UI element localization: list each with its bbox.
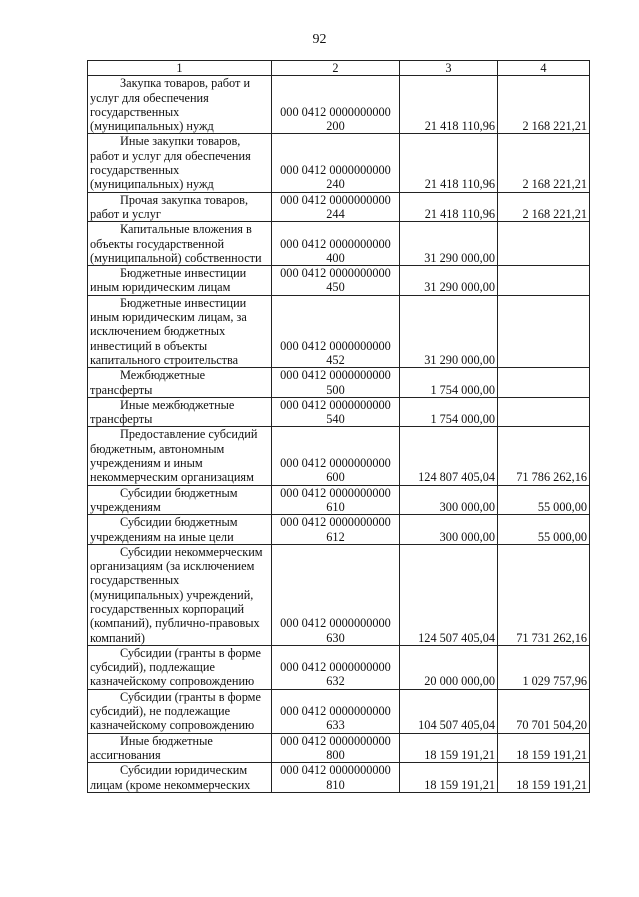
row-name: Субсидии некоммерческим организациям (за исключением государственных (муниципальных) учреждений, государственных корпораций (компаний), публично-правовых компаний) [90, 544, 263, 645]
row-col3-value: 1 754 000,00 [400, 397, 498, 427]
table-row [88, 76, 590, 134]
header-row [88, 61, 590, 76]
row-name-cell [88, 192, 272, 222]
row-name: Субсидии (гранты в форме субсидий), не подлежащие казначейскому сопровождению [90, 689, 261, 733]
table-row [88, 192, 590, 222]
row-name-cell [88, 266, 272, 296]
row-code: 000 0412 0000000000 [280, 192, 391, 207]
row-code-cell [272, 689, 400, 733]
row-col3-value: 300 000,00 [400, 485, 498, 515]
row-code: 000 0412 0000000000 [280, 338, 391, 353]
row-code-cell [272, 515, 400, 545]
row-subcode: 630 [326, 630, 345, 645]
row-code: 000 0412 0000000000 [280, 236, 391, 251]
column-header-3: 3 [400, 61, 498, 76]
row-col4-value: 2 168 221,21 [498, 192, 590, 222]
page-number: 92 [312, 32, 327, 47]
row-col4-value [498, 222, 590, 266]
row-col4-value: 2 168 221,21 [498, 76, 590, 134]
row-code: 000 0412 0000000000 [280, 104, 391, 119]
row-name: Субсидии (гранты в форме субсидий), подлежащие казначейскому сопровождению [90, 645, 261, 689]
row-col3-value: 21 418 110,96 [400, 76, 498, 134]
row-code-cell [272, 192, 400, 222]
row-code: 000 0412 0000000000 [280, 660, 391, 675]
row-name: Предоставление субсидий бюджетным, автономным учреждениям и иным некоммерческим организациям [90, 427, 258, 485]
row-code-cell [272, 763, 400, 793]
row-col3-value: 20 000 000,00 [400, 645, 498, 689]
table-row [88, 733, 590, 763]
row-col3-value: 104 507 405,04 [400, 689, 498, 733]
row-col4-value [498, 397, 590, 427]
row-col3-value: 31 290 000,00 [400, 266, 498, 296]
row-col3-value: 21 418 110,96 [400, 192, 498, 222]
row-name: Бюджетные инвестиции иным юридическим лицам [90, 266, 247, 295]
row-col4-value: 55 000,00 [498, 515, 590, 545]
row-subcode: 450 [326, 280, 345, 295]
row-subcode: 452 [326, 352, 345, 367]
table-row [88, 763, 590, 793]
row-name: Межбюджетные трансферты [90, 368, 206, 397]
row-name: Иные межбюджетные трансферты [90, 397, 235, 427]
row-name-cell [88, 222, 272, 266]
row-col3-value: 124 807 405,04 [400, 427, 498, 485]
row-col4-value [498, 295, 590, 367]
table-row [88, 689, 590, 733]
row-col4-value [498, 368, 590, 398]
row-subcode: 800 [326, 747, 345, 762]
table-row [88, 515, 590, 545]
row-col3-value: 124 507 405,04 [400, 544, 498, 645]
table-row [88, 485, 590, 515]
row-col4-value [498, 266, 590, 296]
row-subcode: 500 [326, 382, 345, 397]
row-name-cell [88, 689, 272, 733]
row-col4-value: 18 159 191,21 [498, 733, 590, 763]
table-body [88, 76, 590, 793]
row-subcode: 612 [326, 529, 345, 544]
row-code: 000 0412 0000000000 [280, 704, 391, 719]
row-subcode: 400 [326, 250, 345, 265]
row-code: 000 0412 0000000000 [280, 456, 391, 471]
row-name: Субсидии бюджетным учреждениям [90, 485, 238, 514]
row-col3-value: 300 000,00 [400, 515, 498, 545]
row-col3-value: 1 754 000,00 [400, 368, 498, 398]
row-col4-value: 18 159 191,21 [498, 763, 590, 793]
row-code-cell [272, 485, 400, 515]
row-code-cell [272, 368, 400, 398]
column-header-2: 2 [272, 61, 400, 76]
row-code-cell [272, 397, 400, 427]
row-col4-value: 71 786 262,16 [498, 427, 590, 485]
row-code: 000 0412 0000000000 [280, 485, 391, 500]
table-row [88, 368, 590, 398]
column-header-4: 4 [498, 61, 590, 76]
table-row [88, 295, 590, 367]
table-row [88, 397, 590, 427]
row-name-cell [88, 427, 272, 485]
row-col3-value: 18 159 191,21 [400, 733, 498, 763]
row-code-cell [272, 222, 400, 266]
row-subcode: 244 [326, 206, 345, 221]
row-name-cell [88, 763, 272, 793]
row-col4-value: 71 731 262,16 [498, 544, 590, 645]
row-name-cell [88, 485, 272, 515]
row-name: Бюджетные инвестиции иным юридическим лицам, за исключением бюджетных инвестиций в объекты капитального строительства [90, 295, 247, 367]
row-code: 000 0412 0000000000 [280, 397, 391, 412]
row-code-cell [272, 733, 400, 763]
table-row [88, 544, 590, 645]
row-subcode: 810 [326, 777, 345, 792]
row-code-cell [272, 427, 400, 485]
row-name-cell [88, 397, 272, 427]
row-name-cell [88, 76, 272, 134]
table-row [88, 427, 590, 485]
row-subcode: 610 [326, 499, 345, 514]
row-col3-value: 31 290 000,00 [400, 222, 498, 266]
row-code-cell [272, 76, 400, 134]
row-name-cell [88, 134, 272, 192]
row-code: 000 0412 0000000000 [280, 616, 391, 631]
row-name: Прочая закупка товаров, работ и услуг [90, 192, 249, 221]
row-name: Капитальные вложения в объекты государственной (муниципальной) собственности [90, 222, 262, 265]
row-code: 000 0412 0000000000 [280, 515, 391, 530]
row-code-cell [272, 544, 400, 645]
table-row [88, 134, 590, 192]
row-code-cell [272, 645, 400, 689]
row-code: 000 0412 0000000000 [280, 763, 391, 778]
row-code: 000 0412 0000000000 [280, 733, 391, 748]
row-col4-value: 2 168 221,21 [498, 134, 590, 192]
row-subcode: 632 [326, 674, 345, 689]
row-name: Субсидии бюджетным учреждениям на иные цели [90, 515, 238, 544]
row-code-cell [272, 295, 400, 367]
row-col3-value: 18 159 191,21 [400, 763, 498, 793]
row-subcode: 540 [326, 412, 345, 427]
row-subcode: 240 [326, 177, 345, 192]
table-row [88, 645, 590, 689]
table-row [88, 222, 590, 266]
row-name-cell [88, 515, 272, 545]
row-code-cell [272, 134, 400, 192]
row-name: Иные закупки товаров, работ и услуг для обеспечения государственных (муниципальных) нужд [90, 134, 251, 192]
row-name: Иные бюджетные ассигнования [90, 733, 213, 762]
row-name-cell [88, 645, 272, 689]
row-code: 000 0412 0000000000 [280, 368, 391, 383]
row-col4-value: 1 029 757,96 [498, 645, 590, 689]
row-col3-value: 31 290 000,00 [400, 295, 498, 367]
row-name-cell [88, 295, 272, 367]
row-code: 000 0412 0000000000 [280, 163, 391, 178]
row-col4-value: 55 000,00 [498, 485, 590, 515]
table-row [88, 266, 590, 296]
row-name: Закупка товаров, работ и услуг для обеспечения государственных (муниципальных) нужд [90, 76, 251, 134]
row-subcode: 600 [326, 470, 345, 485]
budget-table [87, 60, 590, 793]
row-col4-value: 70 701 504,20 [498, 689, 590, 733]
row-name-cell [88, 544, 272, 645]
row-col3-value: 21 418 110,96 [400, 134, 498, 192]
row-subcode: 633 [326, 718, 345, 733]
row-code: 000 0412 0000000000 [280, 266, 391, 281]
row-subcode: 200 [326, 119, 345, 134]
row-name-cell [88, 733, 272, 763]
row-name-cell [88, 368, 272, 398]
table-header [88, 61, 590, 76]
column-header-1: 1 [88, 61, 272, 76]
row-name: Субсидии юридическим лицам (кроме некоммерческих [90, 763, 251, 792]
row-code-cell [272, 266, 400, 296]
